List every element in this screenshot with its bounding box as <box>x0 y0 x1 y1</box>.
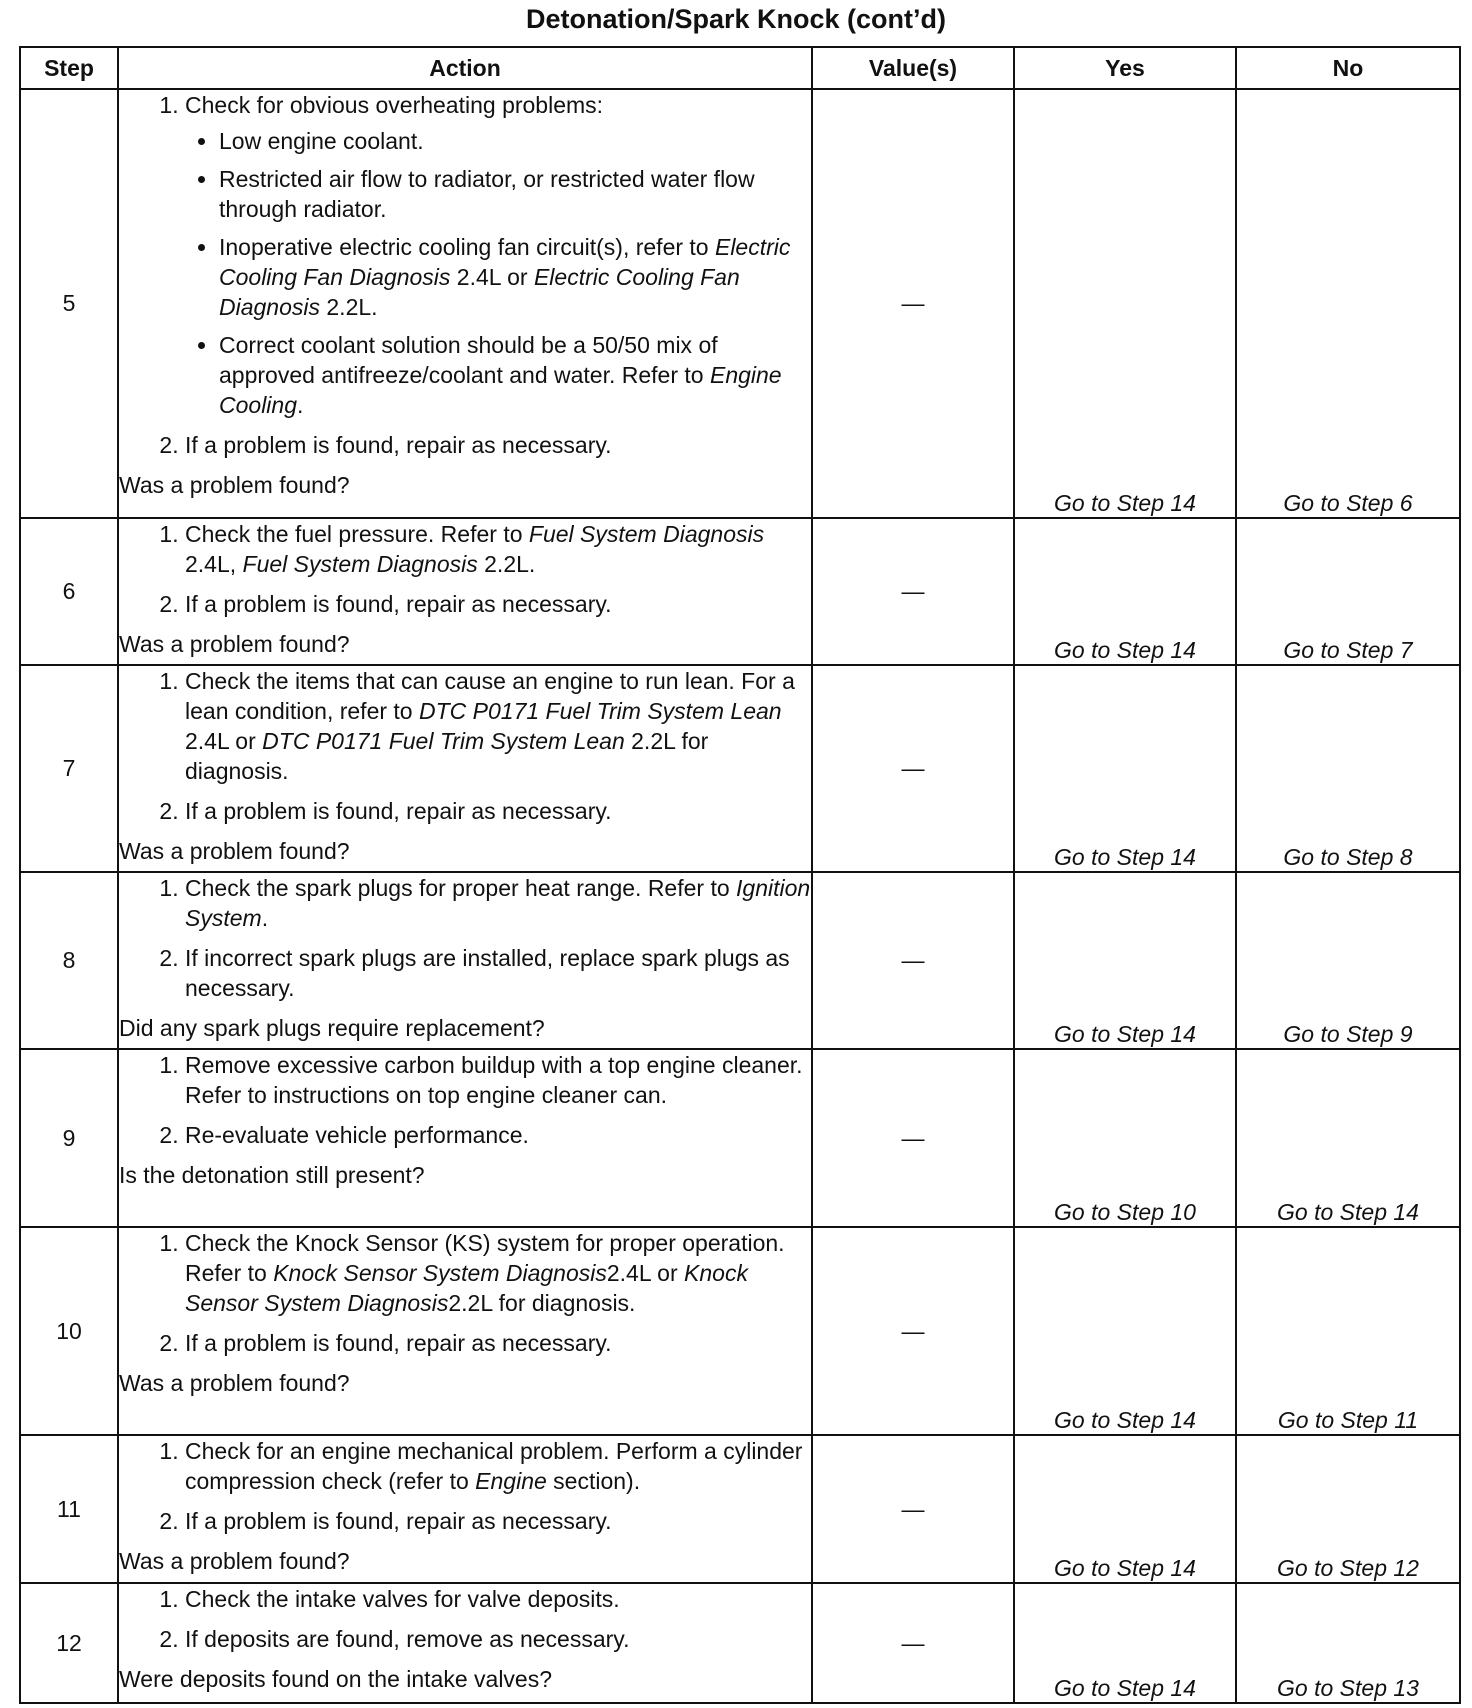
manual-reference: Fuel System Diagnosis <box>242 551 478 577</box>
action-cell <box>118 518 812 665</box>
yes-result: Go to Step 10 <box>1014 1049 1236 1227</box>
manual-reference: Electric Cooling Fan Diagnosis <box>219 234 791 290</box>
step-question: Were deposits found on the intake valves? <box>119 1666 553 1692</box>
action-list <box>119 873 811 1003</box>
manual-reference: Knock Sensor System Diagnosis <box>185 1260 748 1316</box>
no-result: Go to Step 13 <box>1236 1583 1460 1703</box>
manual-reference: Knock Sensor System Diagnosis <box>273 1260 607 1286</box>
yes-result: Go to Step 14 <box>1014 518 1236 665</box>
step-number: 6 <box>20 518 118 665</box>
header-yes: Yes <box>1014 47 1236 89</box>
action-cell <box>118 89 812 518</box>
manual-reference: Engine <box>475 1468 547 1494</box>
step-number: 11 <box>20 1435 118 1583</box>
step-question: Is the detonation still present? <box>119 1162 425 1188</box>
manual-reference: Engine Cooling <box>219 362 782 418</box>
action-cell <box>118 872 812 1049</box>
yes-result: Go to Step 14 <box>1014 1227 1236 1435</box>
action-cell <box>118 1049 812 1227</box>
table-row <box>20 872 1460 1049</box>
action-list <box>119 1436 811 1536</box>
value-cell: — <box>812 518 1014 665</box>
table-row <box>20 89 1460 518</box>
no-result: Go to Step 11 <box>1236 1227 1460 1435</box>
value-cell: — <box>812 1435 1014 1583</box>
step-question: Was a problem found? <box>119 631 350 657</box>
table-row <box>20 665 1460 872</box>
action-item: 1. Check the fuel pressure. Refer to Fuel System Diagnosis 2.4L, Fuel System Diagnosis 2.2L. <box>185 519 811 579</box>
action-item: 1. Check the items that can cause an engine to run lean. For a lean condition, refer to DTC P0171 Fuel Trim System Lean 2.4L or DTC P0171 Fuel Trim System Lean 2.2L for diagnosis. <box>185 666 811 786</box>
value-cell: — <box>812 872 1014 1049</box>
action-list <box>119 1584 811 1654</box>
step-number: 7 <box>20 665 118 872</box>
step-number: 9 <box>20 1049 118 1227</box>
no-result: Go to Step 9 <box>1236 872 1460 1049</box>
bullet-item: • Inoperative electric cooling fan circuit(s), refer to Electric Cooling Fan Diagnosis 2.4L or Electric Cooling Fan Diagnosis 2.2L. <box>219 232 811 322</box>
step-number: 5 <box>20 89 118 518</box>
yes-result: Go to Step 14 <box>1014 1435 1236 1583</box>
action-item: 2. If a problem is found, repair as necessary. <box>185 796 811 826</box>
table-row <box>20 1227 1460 1435</box>
bullet-item: • Correct coolant solution should be a 50/50 mix of approved antifreeze/coolant and water. Refer to Engine Cooling. <box>219 330 811 420</box>
action-item: 1. Check for obvious overheating problems: • Low engine coolant. • Restricted air flow to radiator, or restricted water flow through radiator. • Inoperative electric cooling fan circuit(s), refer to Electric Cooling Fan Diagnosis 2.4L or Electric Cooling Fan Diagnosis 2.2L. • Correct coolant solution should be a 50/50 mix of approved antifreeze/coolant and water. Refer to Engine Cooling. <box>185 90 811 420</box>
no-result: Go to Step 12 <box>1236 1435 1460 1583</box>
action-cell <box>118 1435 812 1583</box>
bullet-list <box>185 126 811 420</box>
action-list <box>119 519 811 619</box>
step-question: Did any spark plugs require replacement? <box>119 1015 545 1041</box>
yes-result: Go to Step 14 <box>1014 665 1236 872</box>
step-question: Was a problem found? <box>119 1370 350 1396</box>
step-number: 8 <box>20 872 118 1049</box>
action-cell <box>118 665 812 872</box>
action-item: 2. If a problem is found, repair as necessary. <box>185 1328 811 1358</box>
action-item: 2. If a problem is found, repair as necessary. <box>185 430 811 460</box>
value-cell: — <box>812 665 1014 872</box>
action-cell <box>118 1583 812 1703</box>
yes-result: Go to Step 14 <box>1014 1583 1236 1703</box>
action-list <box>119 666 811 826</box>
manual-reference: Fuel System Diagnosis <box>528 521 765 547</box>
value-cell: — <box>812 1227 1014 1435</box>
table-row <box>20 518 1460 665</box>
action-item: 2. If a problem is found, repair as necessary. <box>185 589 811 619</box>
action-item: 1. Check for an engine mechanical problem. Perform a cylinder compression check (refer to Engine section). <box>185 1436 811 1496</box>
action-list <box>119 1228 811 1358</box>
yes-result: Go to Step 14 <box>1014 89 1236 518</box>
bullet-item: • Restricted air flow to radiator, or restricted water flow through radiator. <box>219 164 811 224</box>
manual-reference: Ignition System <box>185 875 811 931</box>
action-item: 2. Re-evaluate vehicle performance. <box>185 1120 811 1150</box>
action-list <box>119 1050 811 1150</box>
no-result: Go to Step 6 <box>1236 89 1460 518</box>
table-row <box>20 1583 1460 1703</box>
header-values: Value(s) <box>812 47 1014 89</box>
action-item: 1. Remove excessive carbon buildup with a top engine cleaner. Refer to instructions on top engine cleaner can. <box>185 1050 811 1110</box>
action-cell <box>118 1227 812 1435</box>
action-item: 2. If deposits are found, remove as necessary. <box>185 1624 811 1654</box>
manual-reference: Electric Cooling Fan Diagnosis <box>219 264 740 320</box>
action-item: 1. Check the Knock Sensor (KS) system for proper operation. Refer to Knock Sensor System Diagnosis2.4L or Knock Sensor System Diagnosis2.2L for diagnosis. <box>185 1228 811 1318</box>
step-number: 10 <box>20 1227 118 1435</box>
step-question: Was a problem found? <box>119 472 350 498</box>
action-item: 2. If a problem is found, repair as necessary. <box>185 1506 811 1536</box>
header-step: Step <box>20 47 118 89</box>
no-result: Go to Step 7 <box>1236 518 1460 665</box>
action-item: 1. Check the spark plugs for proper heat range. Refer to Ignition System. <box>185 873 811 933</box>
table-row <box>20 1049 1460 1227</box>
no-result: Go to Step 14 <box>1236 1049 1460 1227</box>
value-cell: — <box>812 89 1014 518</box>
manual-reference: DTC P0171 Fuel Trim System Lean <box>262 728 625 754</box>
step-question: Was a problem found? <box>119 1548 350 1574</box>
action-list <box>119 90 811 460</box>
no-result: Go to Step 8 <box>1236 665 1460 872</box>
value-cell: — <box>812 1583 1014 1703</box>
step-number: 12 <box>20 1583 118 1703</box>
value-cell: — <box>812 1049 1014 1227</box>
action-item: 2. If incorrect spark plugs are installed, replace spark plugs as necessary. <box>185 943 811 1003</box>
header-action: Action <box>118 47 812 89</box>
manual-reference: DTC P0171 Fuel Trim System Lean <box>418 698 782 724</box>
header-no: No <box>1236 47 1460 89</box>
bullet-item: • Low engine coolant. <box>219 126 811 156</box>
step-question: Was a problem found? <box>119 838 350 864</box>
page-title: Detonation/Spark Knock (cont’d) <box>525 4 947 34</box>
table-row <box>20 1435 1460 1583</box>
action-item: 1. Check the intake valves for valve deposits. <box>185 1584 811 1614</box>
yes-result: Go to Step 14 <box>1014 872 1236 1049</box>
diagnostic-table <box>19 46 1461 1704</box>
header-row <box>20 47 1460 89</box>
